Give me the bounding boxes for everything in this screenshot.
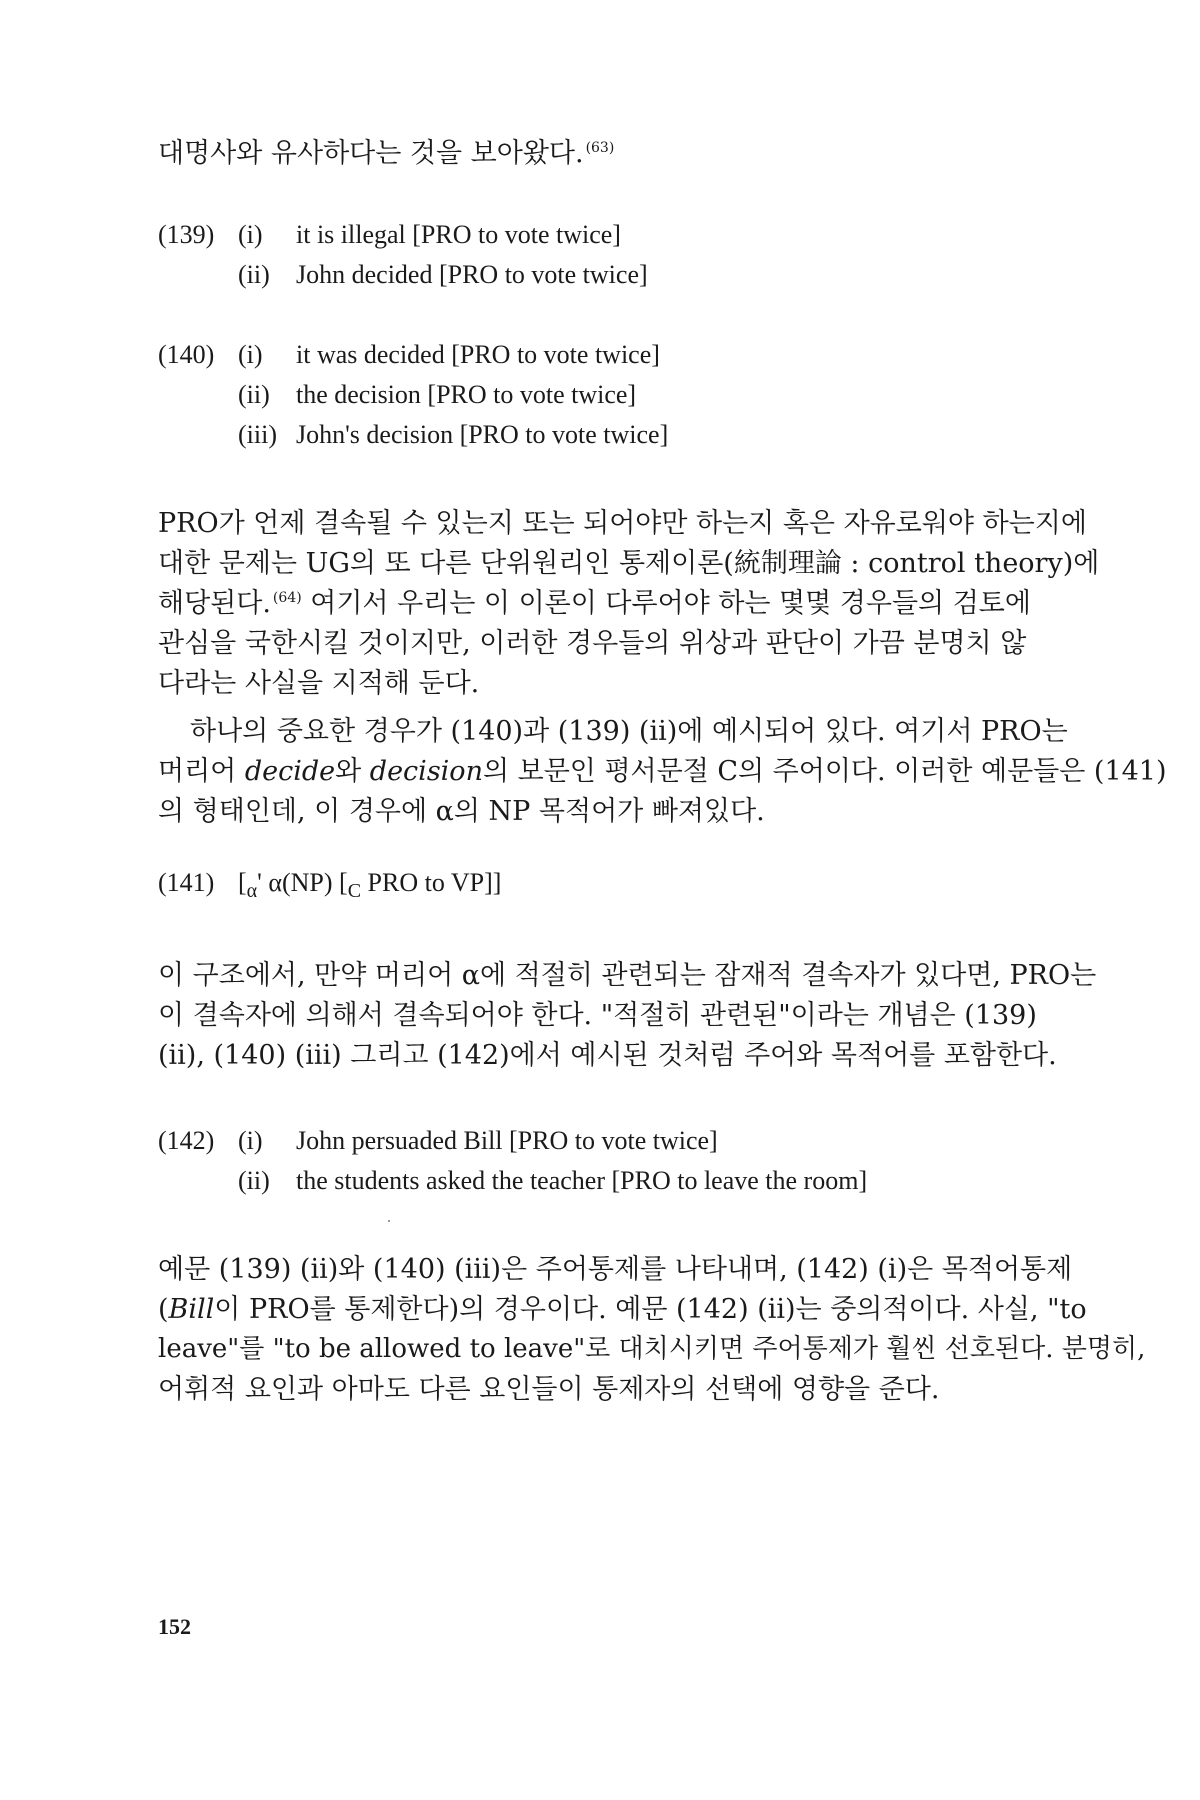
text-line: 이 결속자에 의해서 결속되어야 한다. "적절히 관련된"이라는 개념은 (139) (158, 1000, 1037, 1031)
text-line: leave"를 "to be allowed to leave"로 대치시키면 주어통제가 훨씬 선호된다. 분명히, (158, 1334, 1146, 1364)
text-line: (ii), (140) (iii) 그리고 (142)에서 예시된 것처럼 주어와 목적어를 포함한다. (158, 1040, 1057, 1071)
page-number: 152 (158, 1614, 191, 1639)
scan-speck (388, 1220, 390, 1222)
example-141 (0, 870, 1200, 910)
example-number: (141) (158, 868, 215, 897)
example-sub-label: (ii) (238, 260, 270, 289)
example-sub-label: (i) (238, 340, 263, 369)
text-line: 이 구조에서, 만약 머리어 α에 적절히 관련되는 잠재적 결속자가 있다면, PRO는 (158, 960, 1097, 991)
example-142-i (0, 1128, 1200, 1158)
example-139-i (0, 222, 1200, 252)
text-span: 여기서 우리는 이 이론이 다루어야 하는 몇몇 경우들의 검토에 (301, 588, 1031, 619)
example-140-ii (0, 382, 1200, 412)
italic-term: Bill (168, 1294, 215, 1325)
text-line: 관심을 국한시킬 것이지만, 이러한 경우들의 위상과 판단이 가끔 분명치 않 (158, 628, 1027, 659)
bracket: [ (238, 868, 247, 897)
formula-text: ' α(NP) [ (257, 868, 348, 897)
text-line: 대한 문제는 UG의 또 다른 단위원리인 통제이론(統制理論 : control theory)에 (158, 548, 1100, 579)
example-text: the decision [PRO to vote twice] (296, 380, 637, 409)
italic-term: decide (244, 756, 336, 787)
example-139-ii (0, 262, 1200, 292)
text-span: 와 (335, 756, 370, 787)
example-sub-label: (ii) (238, 1166, 270, 1195)
example-142-ii (0, 1168, 1200, 1198)
text-line (158, 758, 1167, 785)
example-formula (238, 870, 501, 901)
text-span: 머리어 (158, 756, 245, 787)
example-140-i (0, 342, 1200, 372)
example-140-iii (0, 422, 1200, 452)
subscript-alpha: α (246, 880, 258, 903)
example-text: John persuaded Bill [PRO to vote twice] (296, 1126, 718, 1155)
example-number: (140) (158, 340, 215, 369)
formula-text: PRO to VP]] (361, 868, 502, 897)
text-line (158, 590, 1031, 617)
text-span: 대명사와 유사하다는 것을 보아왔다. (158, 138, 584, 169)
footnote-marker: (64) (272, 590, 302, 606)
text-line (158, 140, 614, 167)
example-text: John decided [PRO to vote twice] (296, 260, 648, 289)
example-sub-label: (i) (238, 1126, 263, 1155)
example-text: it was decided [PRO to vote twice] (296, 340, 660, 369)
text-line: 하나의 중요한 경우가 (140)과 (139) (ii)에 예시되어 있다. 여기서 PRO는 (190, 716, 1068, 747)
text-line: 의 형태인데, 이 경우에 α의 NP 목적어가 빠져있다. (158, 796, 765, 827)
example-number: (139) (158, 220, 215, 249)
text-line: 다라는 사실을 지적해 둔다. (158, 668, 480, 699)
text-line: PRO가 언제 결속될 수 있는지 또는 되어야만 하는지 혹은 자유로워야 하는지에 (158, 508, 1087, 539)
footnote-marker: (63) (585, 140, 615, 156)
text-span: 해당된다. (158, 588, 271, 619)
subscript-c: C (347, 880, 362, 903)
text-span: 이 PRO를 통제한다)의 경우이다. 예문 (142) (ii)는 중의적이다. 사실, "to (214, 1294, 1087, 1325)
example-text: the students asked the teacher [PRO to leave the room] (296, 1166, 868, 1195)
text-span: 의 보문인 평서문절 C의 주어이다. 이러한 예문들은 (141) (482, 756, 1167, 787)
text-span: ( (158, 1294, 169, 1325)
example-text: it is illegal [PRO to vote twice] (296, 220, 621, 249)
example-number: (142) (158, 1126, 215, 1155)
text-line: 어휘적 요인과 아마도 다른 요인들이 통제자의 선택에 영향을 준다. (158, 1374, 940, 1405)
example-sub-label: (iii) (238, 420, 277, 449)
example-sub-label: (i) (238, 220, 263, 249)
italic-term: decision (369, 756, 483, 787)
text-line: 예문 (139) (ii)와 (140) (iii)은 주어통제를 나타내며, (142) (i)은 목적어통제 (158, 1254, 1073, 1285)
example-sub-label: (ii) (238, 380, 270, 409)
text-line (158, 1296, 1087, 1323)
example-text: John's decision [PRO to vote twice] (296, 420, 669, 449)
